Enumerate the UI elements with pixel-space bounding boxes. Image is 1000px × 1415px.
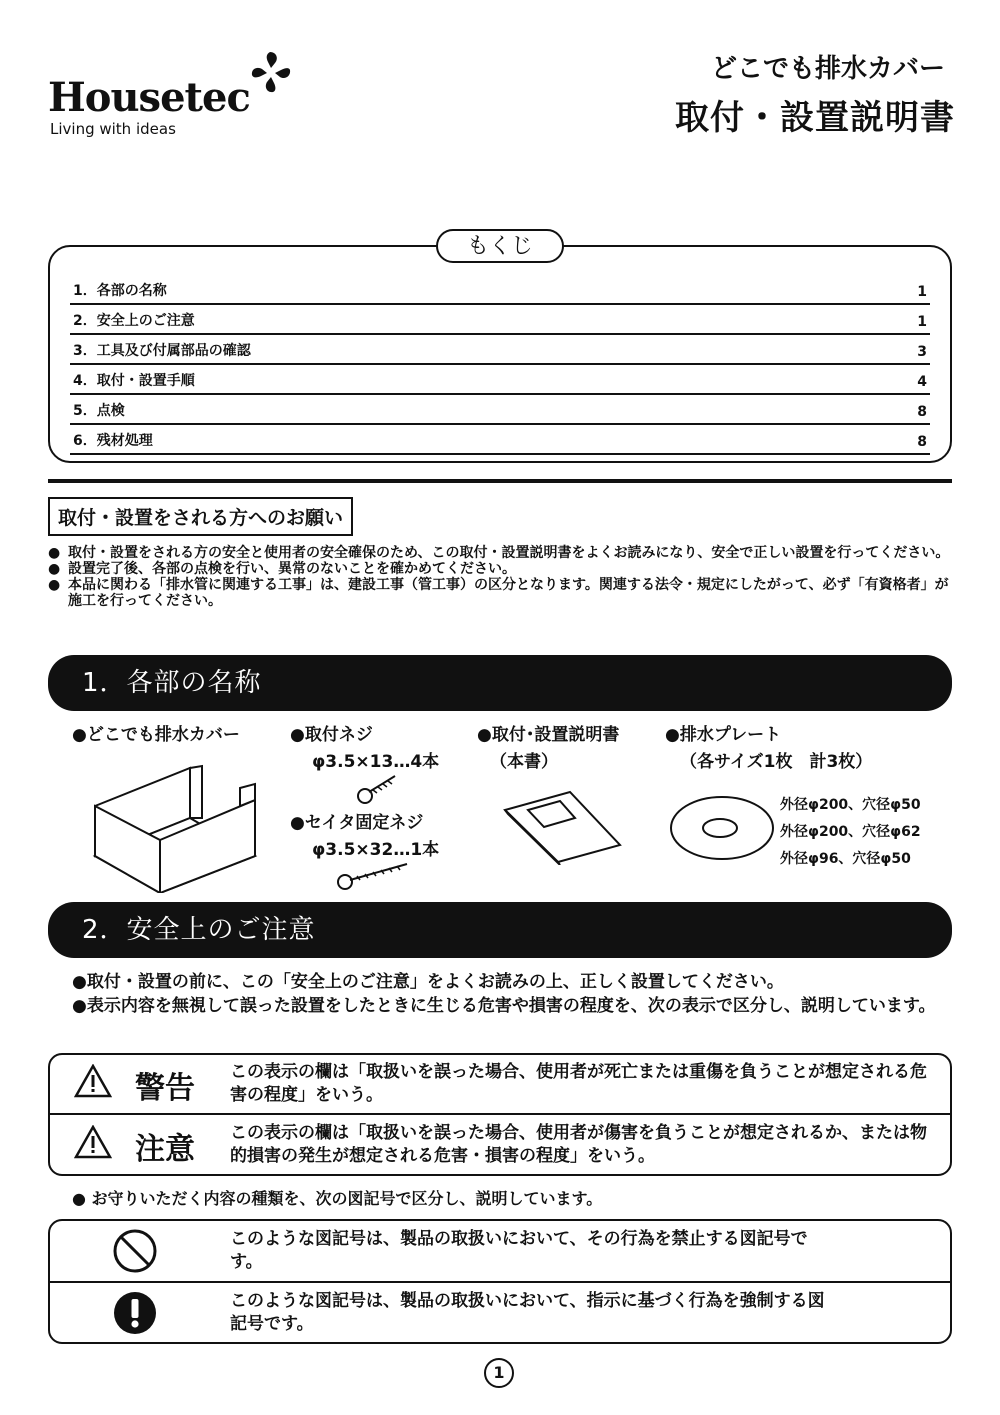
drain-plate-illustration (668, 792, 776, 862)
part-screw1-spec: φ3.5×13…4本 (312, 752, 440, 772)
toc-item[interactable] (70, 365, 930, 395)
toc-item-label: 1．各部の名称 (73, 283, 167, 299)
plate-size-item: 外径φ200、穴径φ62 (780, 824, 921, 840)
toc-item-page: 1 (917, 284, 927, 300)
manual-booklet-illustration (500, 790, 625, 865)
brand-logo (48, 48, 298, 143)
part-screw2-spec: φ3.5×32…1本 (312, 840, 440, 860)
part-manual-label: ●取付･設置説明書 (477, 725, 620, 745)
intro-line: ●表示内容を無視して誤った設置をしたときに生じる危害や損害の程度を、次の表示で区分し、説明しています。 (72, 996, 936, 1016)
warning-triangle-icon (74, 1064, 112, 1098)
mounting-screw-icon (355, 772, 400, 804)
part-cover-label: ●どこでも排水カバー (72, 725, 240, 745)
prohibition-icon (112, 1228, 158, 1274)
plate-size-item: 外径φ96、穴径φ50 (780, 851, 911, 867)
toc-item[interactable] (70, 425, 930, 455)
toc-heading: もくじ (436, 229, 564, 263)
request-list (48, 545, 952, 609)
part-plate-note: （各サイズ1枚 計3枚） (680, 752, 873, 772)
section-divider (48, 479, 952, 483)
request-heading: 取付・設置をされる方へのお願い (48, 497, 353, 536)
mandatory-description: このような図記号は、製品の取扱いにおいて、指示に基づく行為を強制する図記号です。 (230, 1291, 825, 1334)
toc-item[interactable] (70, 395, 930, 425)
brand-name: Housetec (48, 74, 250, 121)
request-item (48, 561, 952, 577)
toc-item[interactable] (70, 275, 930, 305)
caution-description: この表示の欄は「取扱いを誤った場合、使用者が傷害を負うことが想定されるか、または物的損害の発生が想定される危害・損害の程度」をいう。 (230, 1123, 927, 1166)
request-item (48, 577, 952, 609)
part-screw1-label: ●取付ネジ (290, 725, 373, 745)
symbols-intro: ● お守りいただく内容の種類を、次の図記号で区分し、説明しています。 (72, 1189, 603, 1208)
bullet-icon: ● (48, 561, 61, 577)
document-title: 取付・設置説明書 (675, 98, 955, 138)
toc-item-page: 3 (917, 344, 927, 360)
toc-item-label: 2．安全上のご注意 (73, 313, 195, 329)
product-name: どこでも排水カバー (710, 54, 945, 84)
request-item-text: 本品に関わる「排水管に関連する工事」は、建設工事（管工事）の区分となります。関連する法令・規定にしたがって、必ず「有資格者」が施工を行ってください。 (68, 577, 949, 609)
toc-item-label: 5．点検 (73, 403, 125, 419)
toc-item[interactable] (70, 305, 930, 335)
warning-description: この表示の欄は「取扱いを誤った場合、使用者が死亡または重傷を負うことが想定される危害の程度」をいう。 (230, 1062, 927, 1105)
mandatory-action-icon (112, 1290, 158, 1336)
toc-item-label: 3．工具及び付属部品の確認 (73, 343, 251, 359)
plate-size-item: 外径φ200、穴径φ50 (780, 797, 921, 813)
part-screw2-label: ●セイタ固定ネジ (290, 813, 424, 833)
part-plate-label: ●排水プレート (665, 725, 782, 745)
pinwheel-logo-icon (246, 48, 296, 98)
toc-item-label: 6．残材処理 (73, 433, 153, 449)
fixing-screw-icon (335, 858, 410, 892)
toc-item-page: 8 (917, 434, 927, 450)
request-item-text: 設置完了後、各部の点検を行い、異常のないことを確かめてください。 (68, 561, 516, 577)
prohibition-description: このような図記号は、製品の取扱いにおいて、その行為を禁止する図記号です。 (230, 1229, 808, 1272)
part-manual-note: （本書） (490, 752, 558, 772)
caution-label: 注意 (135, 1132, 195, 1167)
warning-label: 警告 (135, 1071, 195, 1106)
page-number: 1 (484, 1358, 514, 1388)
bullet-icon: ● (48, 545, 61, 561)
section-2-intro (72, 970, 952, 1018)
toc-item-page: 4 (917, 374, 927, 390)
hazard-table-divider (50, 1113, 950, 1115)
request-item-text: 取付・設置をされる方の安全と使用者の安全確保のため、この取付・設置説明書をよくお読みになり、安全で正しい設置を行ってください。 (68, 545, 950, 561)
toc-item-label: 4．取付・設置手順 (73, 373, 195, 389)
toc-item-page: 8 (917, 404, 927, 420)
section-2-banner: 2．安全上のご注意 (48, 902, 952, 958)
bullet-icon: ● (48, 577, 61, 593)
section-1-banner: 1．各部の名称 (48, 655, 952, 711)
plate-sizes (780, 792, 921, 873)
symbol-table-divider (50, 1281, 950, 1283)
toc-list (70, 275, 930, 455)
toc-item-page: 1 (917, 314, 927, 330)
toc-item[interactable] (70, 335, 930, 365)
caution-triangle-icon (74, 1125, 112, 1159)
drain-cover-illustration (90, 758, 260, 893)
request-item (48, 545, 952, 561)
intro-line: ●取付・設置の前に、この「安全上のご注意」をよくお読みの上、正しく設置してください。 (72, 972, 784, 992)
brand-tagline: Living with ideas (50, 120, 176, 138)
